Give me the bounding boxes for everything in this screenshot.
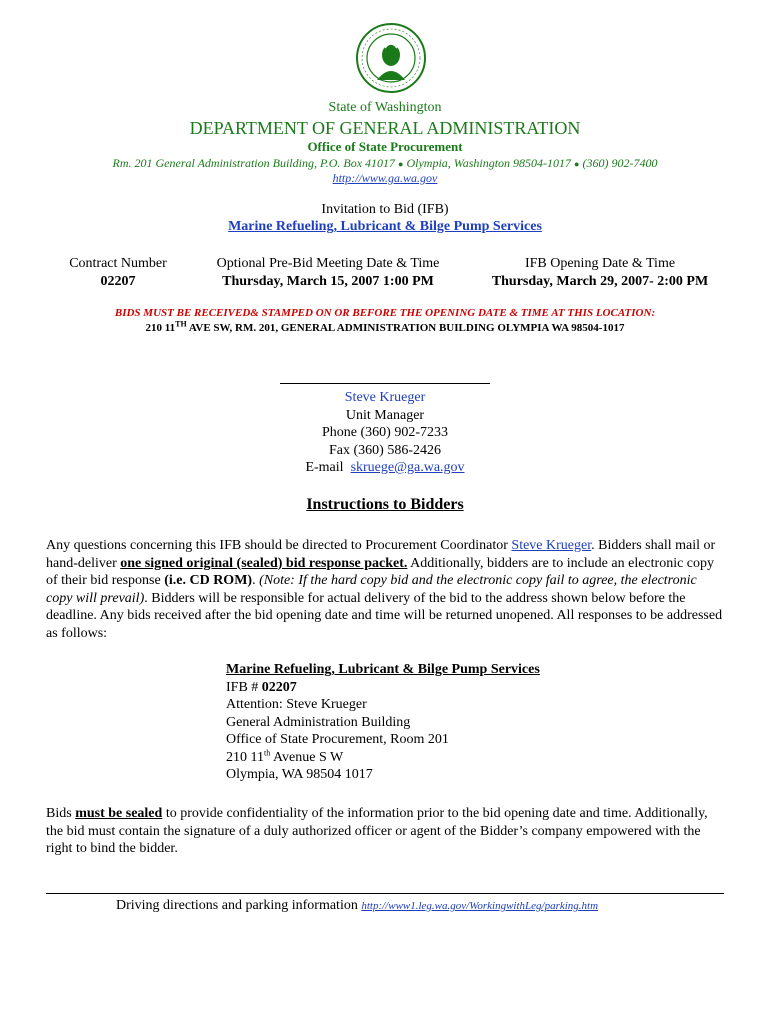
- parking-link[interactable]: http://www1.leg.wa.gov/WorkingwithLeg/parking.htm: [361, 900, 599, 912]
- mailing-title: Marine Refueling, Lubricant & Bilge Pump Services: [226, 662, 540, 677]
- opening-value: Thursday, March 29, 2007- 2:00 PM: [491, 274, 709, 289]
- mailing-ifb: IFB # 02207: [226, 679, 297, 695]
- footer-label: Driving directions and parking information: [116, 898, 362, 913]
- contact-email-link[interactable]: skruege@ga.wa.gov: [350, 460, 465, 475]
- prebid-label: Optional Pre-Bid Meeting Date & Time: [216, 256, 440, 271]
- address-phone: (360) 902-7400: [582, 156, 658, 170]
- signature-line: [280, 383, 490, 384]
- mailing-attention: Attention: Steve Krueger: [226, 697, 367, 712]
- department-name: DEPARTMENT OF GENERAL ADMINISTRATION: [189, 118, 581, 138]
- coordinator-link[interactable]: Steve Krueger: [511, 538, 592, 553]
- state-seal-logo: [355, 22, 427, 94]
- address-city: Olympia, Washington 98504-1017: [406, 156, 572, 170]
- contract-column: [48, 255, 188, 291]
- ifb-title: Marine Refueling, Lubricant & Bilge Pump Services: [228, 219, 542, 234]
- website-row: [0, 171, 770, 186]
- prebid-column: [198, 255, 458, 291]
- contract-number: 02207: [100, 274, 136, 289]
- office-name: Office of State Procurement: [307, 139, 463, 154]
- opening-label: IFB Opening Date & Time: [524, 256, 676, 271]
- contact-block: [0, 389, 770, 477]
- contact-title: Unit Manager: [345, 407, 425, 423]
- email-label: E-mail: [305, 460, 344, 475]
- instructions-heading: Instructions to Bidders: [306, 496, 464, 513]
- opening-column: [470, 255, 730, 291]
- mailing-address: [226, 661, 540, 784]
- footer-directions: [116, 898, 598, 914]
- contact-phone: Phone (360) 902-7233: [322, 425, 448, 440]
- contact-email-row: [0, 459, 770, 477]
- state-name: State of Washington: [328, 100, 442, 115]
- contact-name: Steve Krueger: [344, 390, 426, 405]
- office-address: Rm. 201 General Administration Building, P.O. Box 41017 ● Olympia, Washington 98504-1017 ● (360) 902-7400: [112, 156, 658, 170]
- footer-rule: [46, 893, 724, 894]
- mailing-building: General Administration Building: [226, 714, 411, 730]
- ifb-label: Invitation to Bid (IFB): [321, 202, 449, 217]
- mailing-city: Olympia, WA 98504 1017: [226, 767, 373, 782]
- contact-fax: Fax (360) 586-2426: [329, 442, 441, 458]
- contract-label: Contract Number: [69, 256, 167, 271]
- bid-location: 210 11TH AVE SW, RM. 201, GENERAL ADMINISTRATION BUILDING OLYMPIA WA 98504-1017: [145, 319, 625, 334]
- mailing-office: Office of State Procurement, Room 201: [226, 732, 449, 747]
- prebid-value: Thursday, March 15, 2007 1:00 PM: [222, 274, 434, 289]
- website-link[interactable]: http://www.ga.wa.gov: [332, 171, 438, 185]
- instructions-paragraph: Any questions concerning this IFB should be directed to Procurement Coordinator Steve Krueger. Bidders shall mail or hand-deliver one signed original (sealed) bid response packet. Additionally, bidders are to include an electronic copy of their bid response (i.e. CD ROM). (Note: If the hard copy bid and the electronic copy fail to agree, the electronic copy will prevail). Bidders will be responsible for actual delivery of the bid to the address shown below before the deadline. Any bids received after the bid opening date and time will be returned unopened. All responses to be addressed as follows:: [46, 538, 723, 641]
- bid-deadline-warning: BIDS MUST BE RECEIVED& STAMPED ON OR BEFORE THE OPENING DATE & TIME AT THIS LOCATION:: [114, 307, 656, 319]
- mailing-street: 210 11th Avenue S W: [226, 747, 344, 765]
- address-line: Rm. 201 General Administration Building, P.O. Box 41017: [112, 156, 396, 170]
- sealed-paragraph: Bids must be sealed to provide confidentiality of the information prior to the bid opening date and time. Additionally, the bid must contain the signature of a duly authorized officer or agent of the Bidder’s company empowered with the right to bind the bidder.: [46, 806, 708, 856]
